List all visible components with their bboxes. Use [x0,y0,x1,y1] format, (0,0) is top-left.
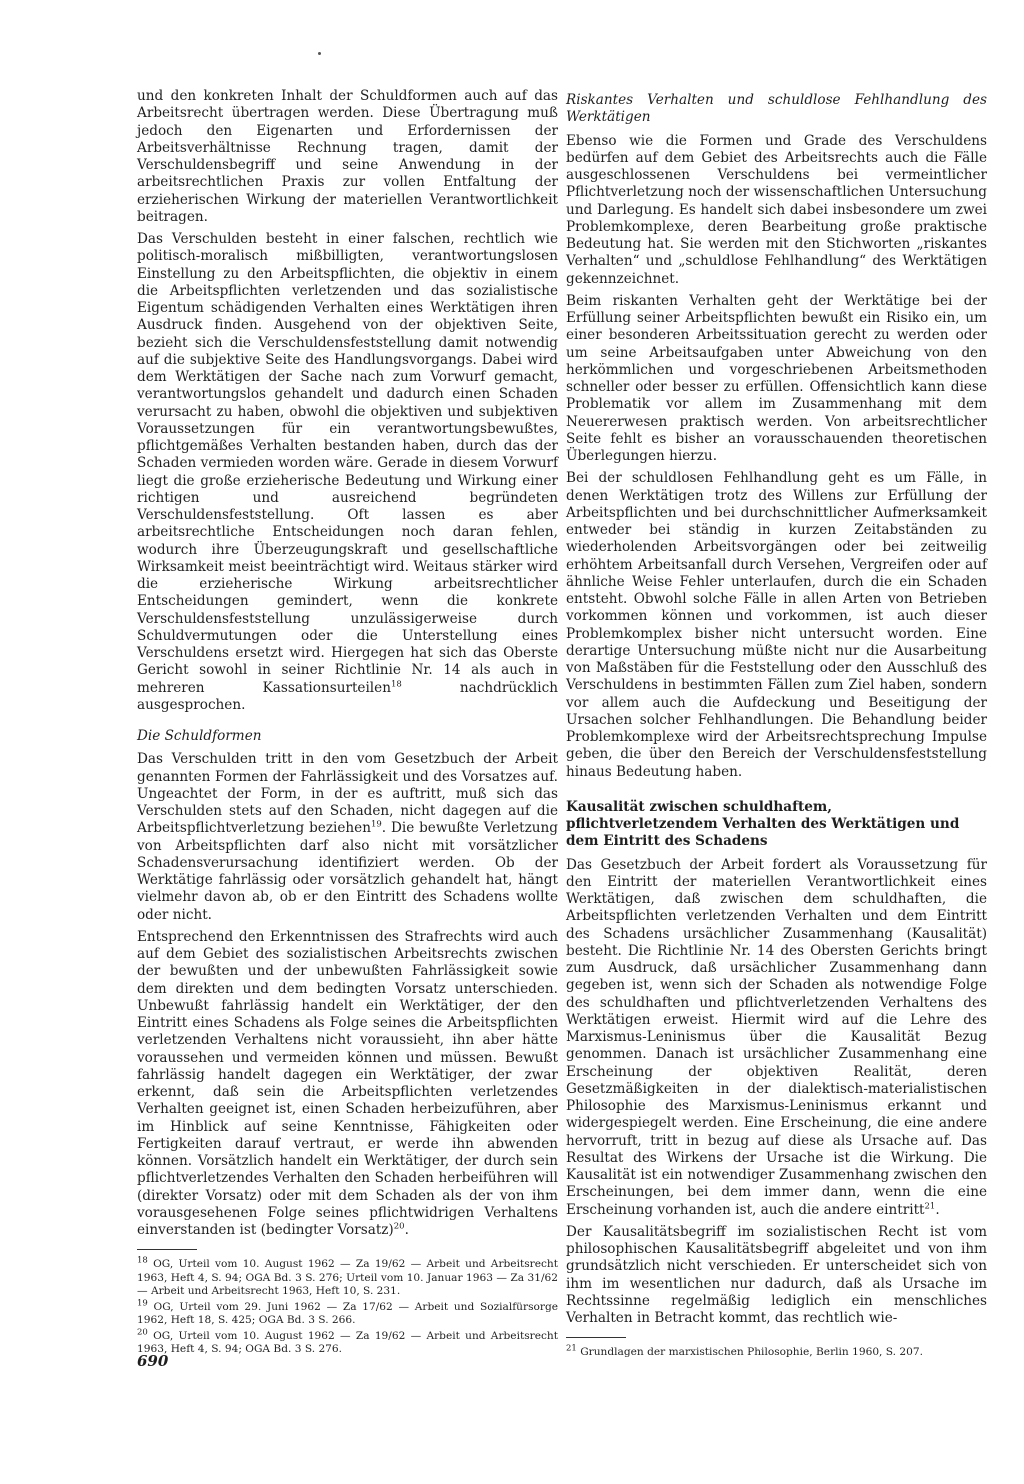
paragraph: Der Kausalitätsbegriff im sozialistischen Recht ist vom philosophischen Kausalitätsbegriff abgeleitet und von ihm grundsätzlich nicht verschieden. Er unterscheidet sich von ihm im wesentlichen nur dadurch, daß als Ursache im Rechtssinne regelmäßig lediglich ein menschliches Verhalten in Betracht kommt, das rechtlich wie- [566,1223,987,1326]
paragraph-text: Das Gesetzbuch der Arbeit fordert als Voraussetzung für den Eintritt der materiellen Verantwortlichkeit eines Werktätigen, daß zwischen dem schuldhaften, die Arbeitspflichten verletzenden Verhalten und dem Eintritt des Schadens ursächlicher Zusammenhang (Kausalität) besteht. Die Richtlinie Nr. 14 des Obersten Gerichts bringt zum Ausdruck, daß ursächlicher Zusammenhang dann gegeben ist, wenn sich der Schaden als notwendige Folge des schuldhaften und pflichtverletzenden Verhaltens des Werktätigen erweist. Hiermit wird auf die Lehre des Marxismus-Leninismus über die Kausalität Bezug genommen. Danach ist ursächlicher Zusammenhang eine Erscheinung der objektiven Realität, deren Gesetzmäßigkeiten in der dialektisch-materialistischen Philosophie des Marxismus-Leninismus erkannt und widergespiegelt werden. Eine Erscheinung, die eine andere hervorruft, tritt in bezug auf diese als Ursache auf. Das Resultat des Wirkens der Ursache ist die Wirkung. Die Kausalität ist ein notwendiger Zusammenhang zwischen den Erscheinungen, bei dem immer dann, wenn die eine Erscheinung vorhanden ist, auch die andere eintritt [566,856,987,1218]
footnotes [566,1343,987,1360]
footnote-text: OG, Urteil vom 29. Juni 1962 — Za 17/62 — Arbeit und Sozialfürsorge 1962, Heft 18, S. 425; OGA Bd. 3 S. 266. [137,1300,558,1327]
footnote [566,1343,987,1360]
paragraph-text: Das Verschulden besteht in einer falschen, rechtlich wie politisch-moralisch mißbilligten, verantwortungslosen Einstellung zu den Arbeitspflichten, die objektiv in einem die Arbeitspflichten verletzenden und das sozialistische Eigentum schädigenden Verhalten eines Werktätigen ihren Ausdruck finden. Ausgehend von der objektiven Seite, bezieht sich die Verschuldensfeststellung damit notwendig auf die subjektive Seite des Handlungsvorgangs. Dabei wird dem Werktätigen der Sache nach zum Vorwurf gemacht, verantwortungslos gehandelt und dadurch einen Schaden verursacht zu haben, obwohl die objektiven und subjektiven Voraussetzungen für ein verantwortungsbewußtes, pflichtgemäßes Verhalten bestanden haben, durch das der Schaden vermieden worden wäre. Gerade in diesem Vorwurf liegt die große erzieherische Bedeutung und Wirkung einer richtigen und ausreichend begründeten Verschuldensfeststellung. Oft lassen es aber arbeitsrechtliche Entscheidungen noch daran fehlen, wodurch ihre Überzeugungskraft und gesellschaftliche Wirksamkeit meist beeinträchtigt wird. Weitaus stärker wird die erzieherische Wirkung arbeitsrechtlicher Entscheidungen gemindert, wenn die konkrete Verschuldensfeststellung unzulässigerweise durch Schuldvermutungen oder die Unterstellung eines Verschuldens ersetzt wird. Hiergegen hat sich das Oberste Gericht sowohl in seiner Richtlinie Nr. 14 als auch in mehreren Kassationsurteilen [137,231,558,696]
section-heading: Die Schuldformen [137,728,262,744]
paragraph-text: . [935,1201,940,1218]
paragraph: Ebenso wie die Formen und Grade des Verschuldens bedürfen auf dem Gebiet des Arbeitsrechts auch die Fälle ausgeschlossenen Verschuldens bei vermeintlicher Pflichtverletzung noch der wissenschaftlichen Untersuchung und Darlegung. Es handelt sich dabei insbesondere um zwei Problemkomplexe, deren Bearbeitung große praktische Bedeutung hat. Sie werden mit den Stichworten „riskantes Verhalten“ und „schuldlose Fehlhandlung“ des Werktätigen gekennzeichnet. [566,132,987,287]
right-column [566,92,987,1362]
footnote-text: Grundlagen der marxistischen Philosophie, Berlin 1960, S. 207. [576,1346,923,1359]
paragraph: und den konkreten Inhalt der Schuldformen auch auf das Arbeitsrecht übertragen werden. Diese Übertragung muß jedoch den Eigenarten und Erfordernissen der Arbeitsverhältnisse Rechnung tragen, damit der Verschuldensbegriff und seine Anwendung in der arbeitsrechtlichen Praxis zur vollen Entfaltung der erzieherischen Wirkung der materiellen Verantwortlichkeit beitragen. [137,88,558,225]
paragraph-text: . [404,1222,409,1238]
footnote-text: OG, Urteil vom 10. August 1962 — Za 19/62 — Arbeit und Arbeitsrecht 1963, Heft 4, S. 94; OGA Bd. 3 S. 276; Urteil vom 10. Januar 1963 — Za 31/62 — Arbeit und Arbeitsrecht 1963, Heft 10, S. 231. [137,1258,558,1298]
section-heading: Kausalität zwischen schuldhaftem, pflichtverletzendem Verhalten des Werktätigen und dem Eintritt des Schadens [566,798,960,850]
footnote-ref: 18 [390,678,402,689]
paragraph-text: nachdrücklich ausgesprochen. [137,679,558,713]
paragraph-text: Entsprechend den Erkenntnissen des Strafrechts wird auch auf dem Gebiet des sozialistischen Arbeitsrechts zwischen der bewußten und der unbewußten Fahrlässigkeit sowie dem direkten und dem bedingten Vorsatz unterschieden. Unbewußt fahrlässig handelt ein Werktätiger, der den Eintritt eines Schadens als Folge seines die Arbeitspflichten verletzenden Verhaltens nicht voraussieht, ihn aber hätte voraussehen und vermeiden können und müssen. Bewußt fahrlässig handelt dagegen ein Werktätiger, der zwar erkennt, daß sein die Arbeitspflichten verletzendes Verhalten geeignet ist, einen Schaden herbeizuführen, aber im Hinblick auf seine Kenntnisse, Fähigkeiten oder Fertigkeiten darauf vertraut, er werde ihn abwenden können. Vorsätzlich handelt ein Werktätiger, der durch sein pflichtverletzendes Verhalten den Schaden herbeiführen will (direkter Vorsatz) oder mit dem Schaden als der von ihm vorausgesehenen Folge seines pflichtwidrigen Verhaltens einverstanden ist (bedingter Vorsatz) [137,928,558,1238]
footnote-number: 20 [137,1327,148,1338]
page-number: 690 [137,1352,169,1370]
footnote-number: 21 [566,1343,577,1354]
paragraph [137,231,558,714]
paragraph: Bei der schuldlosen Fehlhandlung geht es um Fälle, in denen Werktätigen trotz des Willens zur Erfüllung der Arbeitspflichten und bei durchschnittlicher Aufmerksamkeit entweder bei ständig in kurzen Zeitabständen zu wiederholenden Arbeitsvorgängen oder bei zeitweilig erhöhtem Arbeitsanfall durch Versehen, Vergreifen oder auf ähnliche Weise Fehler unterlaufen, durch die ein Schaden entsteht. Obwohl solche Fälle in allen Arten von Betrieben vorkommen können und vorkommen, ist auch dieser Problemkomplex bisher nicht untersucht worden. Eine derartige Untersuchung müßte nicht nur die Ausarbeitung von Maßstäben für die Feststellung oder den Ausschluß des Verschuldens in bestimmten Fällen zum Ziel haben, sondern vor allem auch die Aufdeckung und Beseitigung der Ursachen solcher Fehlhandlungen. Die Behandlung beider Problemkomplexe wird der Arbeitsrechtsprechung Impulse geben, die über den Bereich der Verschuldensfeststellung hinaus Bedeutung haben. [566,470,987,780]
paragraph: Beim riskanten Verhalten geht der Werktätige bei der Erfüllung seiner Arbeitspflichten bewußt ein Risiko ein, um einer besonderen Arbeitssituation gerecht zu werden oder um seine Arbeitsaufgaben unter Abweichung von den herkömmlichen und vorgeschriebenen Arbeitsmethoden schneller oder besser zu erfüllen. Offensichtlich kann diese Problematik vor allem im Zusammenhang mit dem Neuererwesen praktisch werden. Von arbeitsrechtlicher Seite fehlt es bisher an vorausschauenden theoretischen Überlegungen hierzu. [566,292,987,464]
paragraph-text: . Die bewußte Verletzung von Arbeitspflichten darf also nicht mit vorsätzlicher Schadensverursachung identifiziert werden. Ob der Werktätige fahrlässig oder vorsätzlich gehandelt hat, hängt vielmehr davon ab, ob er den Eintritt des Schadens wollte oder nicht. [137,820,558,923]
footnote-number: 18 [137,1255,148,1266]
paragraph [137,929,558,1240]
footnote [137,1255,558,1299]
footnotes [137,1255,558,1357]
footnote-number: 19 [137,1298,148,1309]
footnote-ref: 20 [393,1221,405,1232]
footnote [137,1327,558,1357]
footnote-text: OG, Urteil vom 10. August 1962 — Za 19/62 — Arbeit und Arbeitsrecht 1963, Heft 4, S. 94; OGA Bd. 3 S. 276. [137,1329,558,1356]
footnote-separator [137,1249,197,1250]
paragraph [137,751,558,924]
footnote [137,1298,558,1328]
section-heading: Riskantes Verhalten und schuldlose Fehlhandlung des Werktätigen [566,92,987,126]
left-column [137,88,558,1359]
footnote-separator [566,1337,626,1338]
paragraph-text: Das Verschulden tritt in den vom Gesetzbuch der Arbeit genannten Formen der Fahrlässigkeit und des Vorsatzes auf. Ungeachtet der Form, in der es auftritt, muß sich das Verschulden stets auf den Schaden, nicht dagegen auf die Arbeitspflichtverletzung beziehen [137,751,558,837]
footnote-ref: 21 [924,1200,936,1211]
paragraph [566,857,987,1219]
print-speck [318,52,321,55]
footnote-ref: 19 [370,819,382,830]
